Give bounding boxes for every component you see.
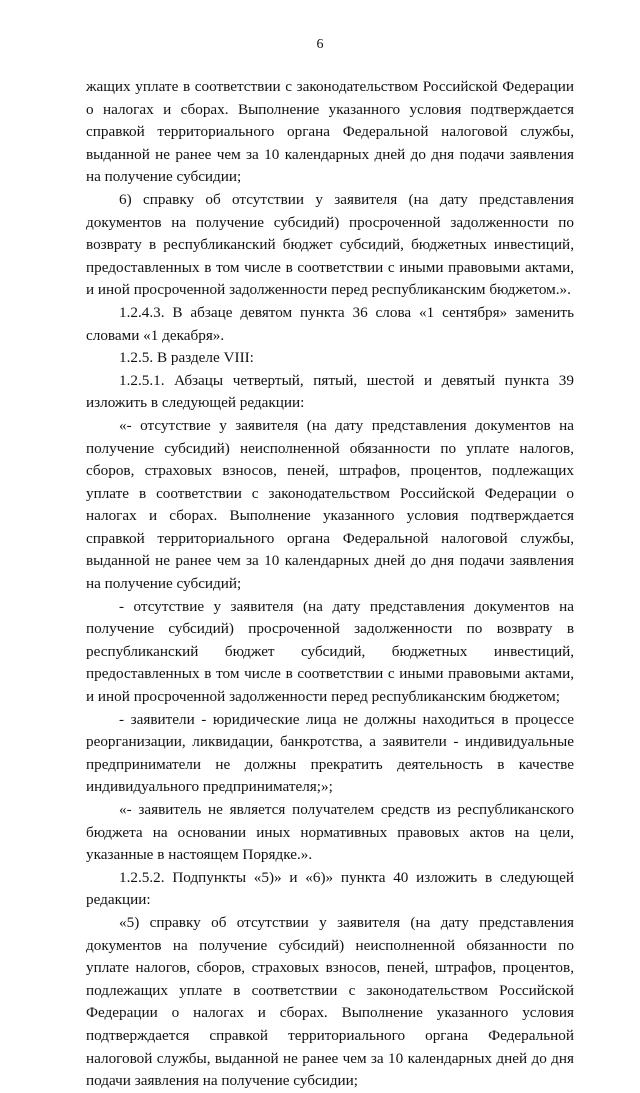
paragraph-overdue-debt: - отсутствие у заявителя (на дату представления документов на получение субсидий) просроченной задолженности по возврату в республиканский бюджет субсидий, бюджетных инвестиций, предоставленных в том числе в соответствии с иными правовыми актами, и иной просроченной задолженности перед республиканским бюджетом; bbox=[86, 597, 574, 706]
paragraph-1-2-5: 1.2.5. В разделе VIII: bbox=[119, 349, 254, 367]
paragraph-item-5: «5) справку об отсутствии у заявителя (на дату представления документов на получение субсидий) неисполненной обязанности по уплате налогов, сборов, страховых взносов, пеней, штрафов, процентов, подлежащих уплате в соответствии с законодательством Российской Федерации о налогах и сборах. Выполнение указанного условия подтверждается справкой территориального органа Федеральной налоговой службы, выданной не ранее чем за 10 календарных дней до дня подачи заявления на получение субсидии; bbox=[86, 913, 574, 1090]
paragraph-1-2-5-2: 1.2.5.2. Подпункты «5)» и «6)» пункта 40 изложить в следующей редакции: bbox=[86, 868, 574, 909]
paragraph-quote-tax-obligation: «- отсутствие у заявителя (на дату представления документов на получение субсидий) неисполненной обязанности по уплате налогов, сборов, страховых взносов, пеней, штрафов, процентов, подлежащих уплате в соответствии с законодательством Российской Федерации о налогах и сборах. Выполнение указанного условия подтверждается справкой территориального органа Федеральной налоговой службы, выданной не ранее чем за 10 календарных дней до дня подачи заявления на получение субсидий; bbox=[86, 416, 574, 593]
paragraph-continuation: жащих уплате в соответствии с законодательством Российской Федерации о налогах и сборах. Выполнение указанного условия подтверждается справкой территориального органа Федеральной налоговой службы, выданной не ранее чем за 10 календарных дней до дня подачи заявления на получение субсидии; bbox=[86, 78, 574, 186]
paragraph-1-2-5-1: 1.2.5.1. Абзацы четвертый, пятый, шестой и девятый пункта 39 изложить в следующей редакции: bbox=[86, 371, 574, 412]
paragraph-reorganization: - заявители - юридические лица не должны находиться в процессе реорганизации, ликвидации, банкротства, а заявители - индивидуальные предприниматели не должны прекратить деятельность в качестве индивидуального предпринимателя;»; bbox=[86, 710, 574, 796]
paragraph-item-6: 6) справку об отсутствии у заявителя (на дату представления документов на получение субсидий) просроченной задолженности по возврату в республиканский бюджет субсидий, бюджетных инвестиций, предоставленных в том числе в соответствии с иными правовыми актами, и иной просроченной задолженности перед республиканским бюджетом.». bbox=[86, 190, 574, 299]
paragraph-not-recipient: «- заявитель не является получателем средств из республиканского бюджета на основании иных нормативных правовых актов на цели, указанные в настоящем Порядке.». bbox=[86, 801, 574, 864]
document-body bbox=[86, 76, 574, 1093]
paragraph-1-2-4-3: 1.2.4.3. В абзаце девятом пункта 36 слова «1 сентября» заменить словами «1 декабря». bbox=[86, 303, 574, 344]
page-number: 6 bbox=[316, 37, 324, 52]
